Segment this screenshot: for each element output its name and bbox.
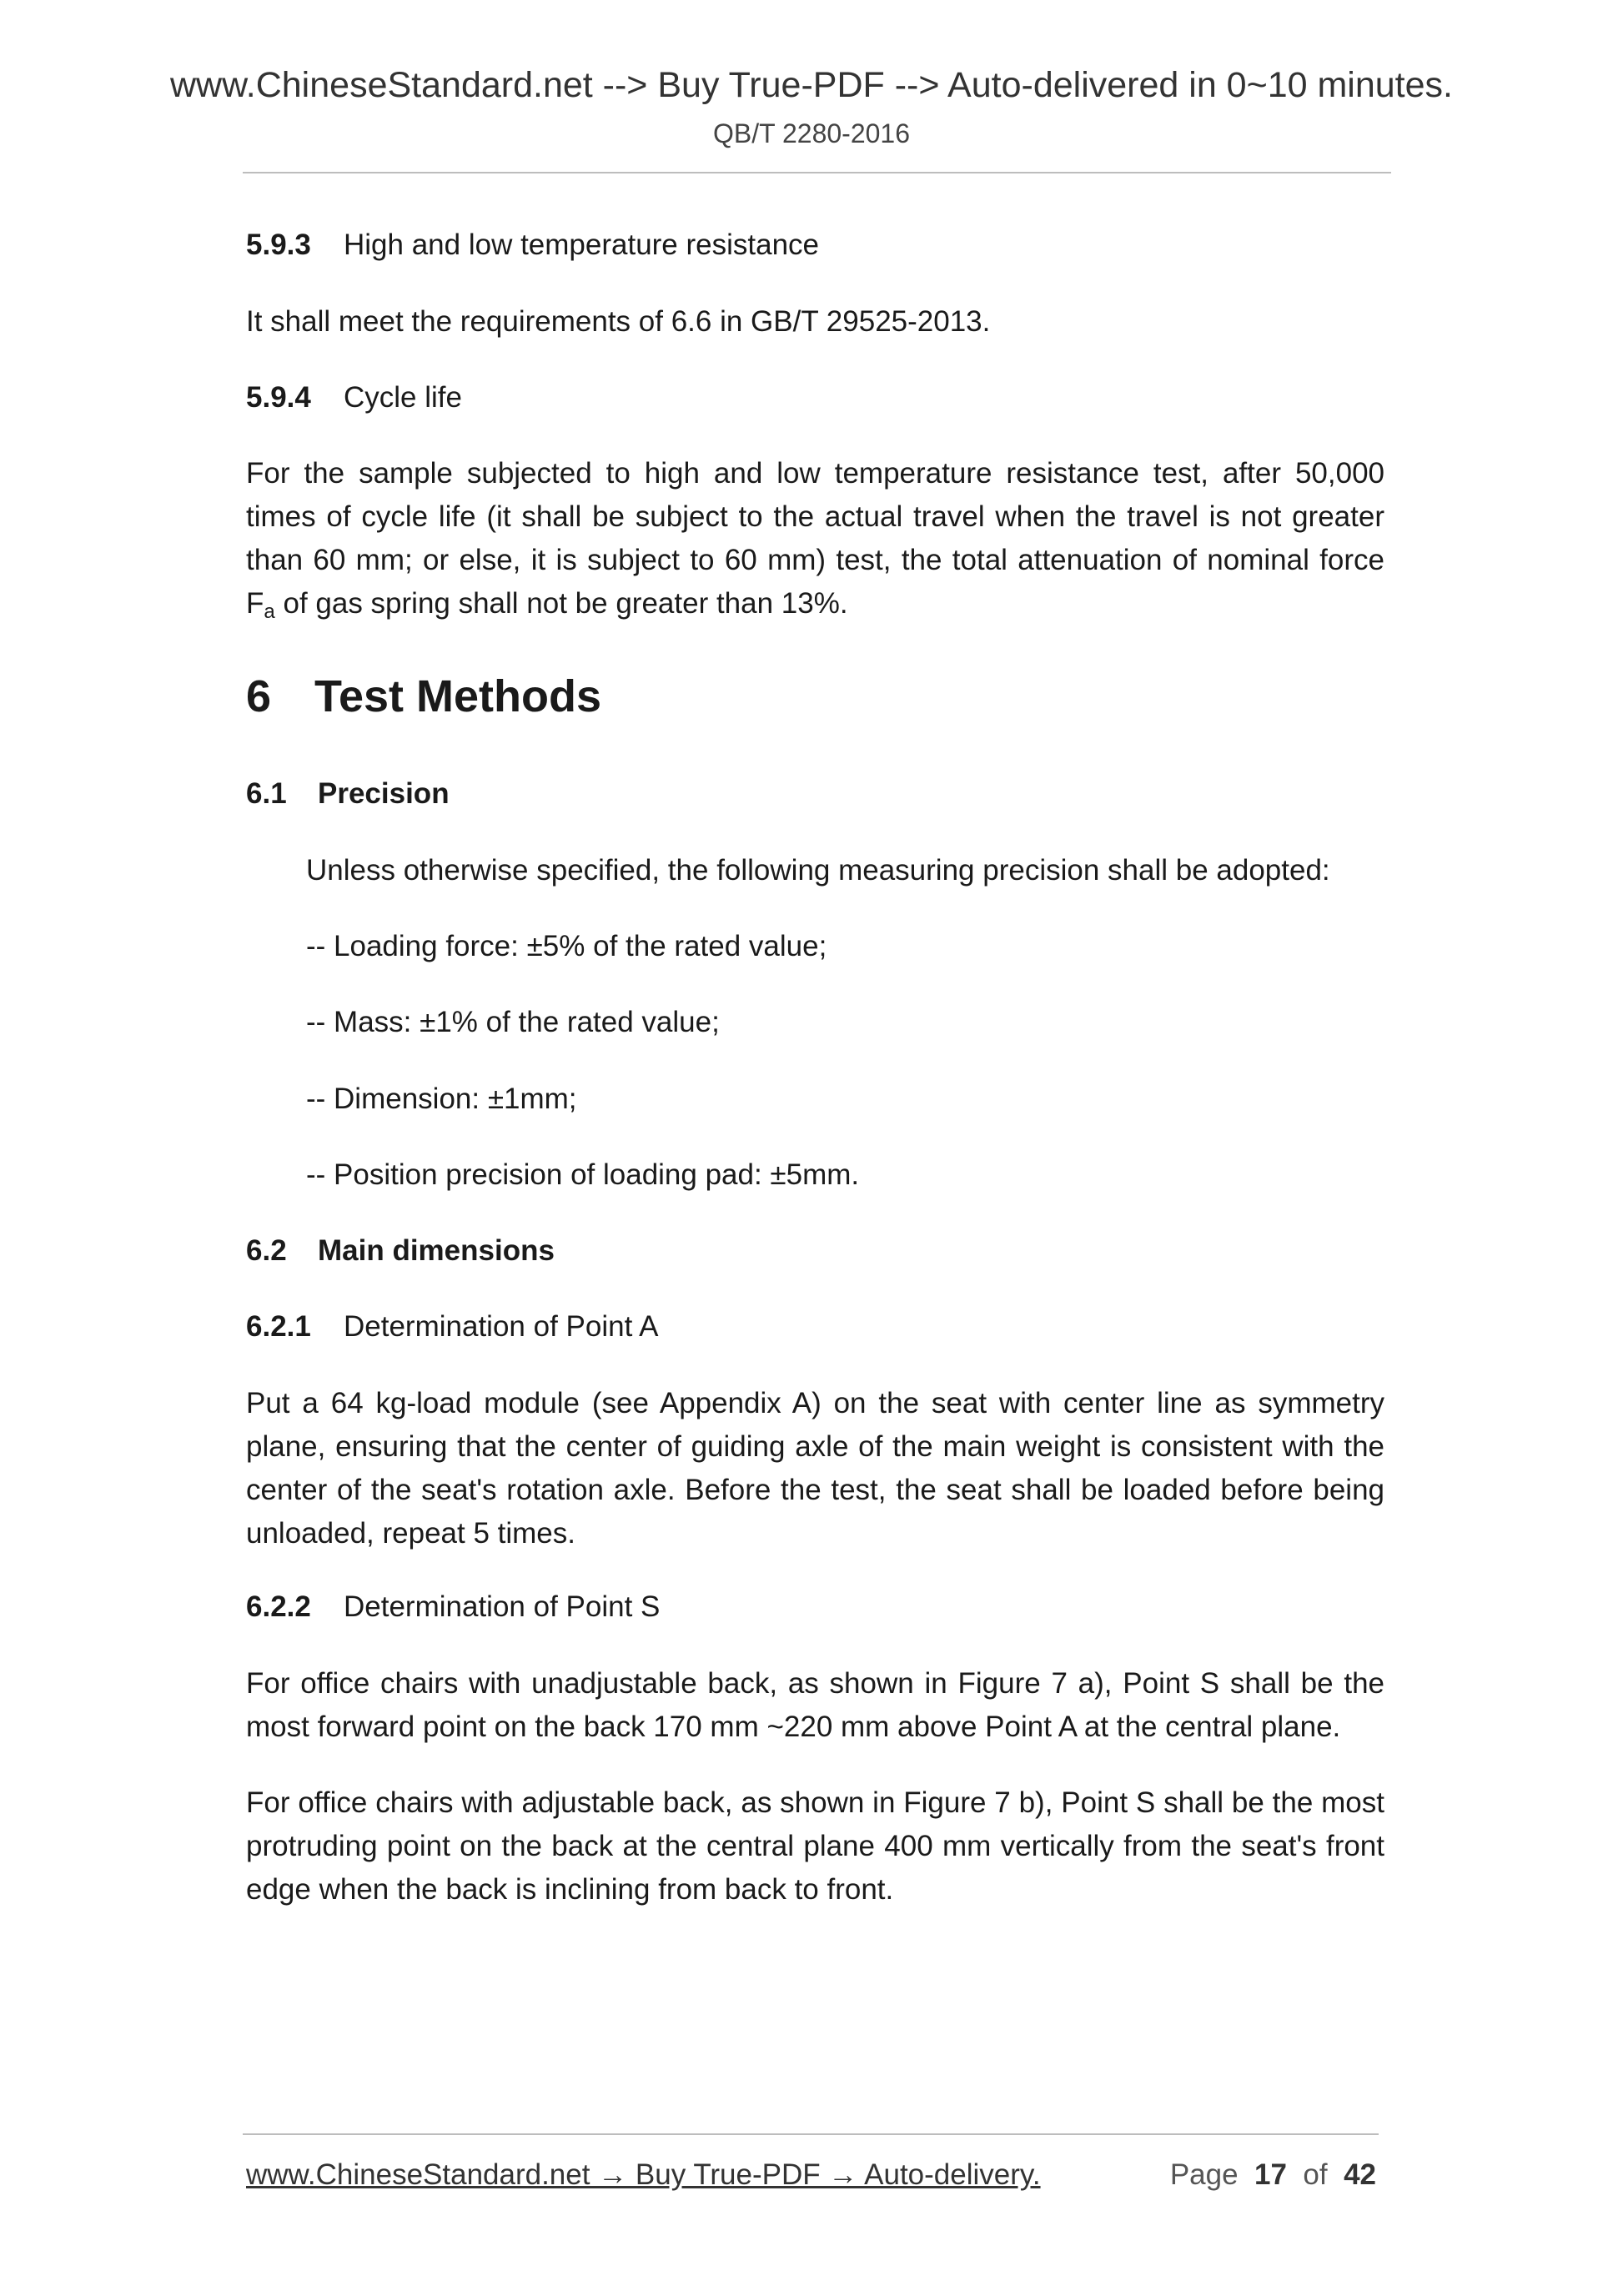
heading-5-9-4 xyxy=(246,376,1384,420)
clause-title: Determination of Point S xyxy=(344,1590,661,1623)
clause-title: Cycle life xyxy=(344,381,462,414)
clause-title: High and low temperature resistance xyxy=(344,229,820,261)
clause-number: 6.2 xyxy=(246,1234,287,1267)
list-item: -- Position precision of loading pad: ±5mm. xyxy=(306,1158,860,1191)
heading-5-9-3 xyxy=(246,224,1384,267)
heading-6 xyxy=(246,667,1384,726)
heading-6-2-2 xyxy=(246,1585,1384,1629)
paragraph-text: For the sample subjected to high and low temperature resistance test, after 50,000 times of cycle life (it shall be subject to the actual travel when the travel is not greater than 60 mm; or else, it is subject to 60 mm) test, the total attenuation of nominal force F xyxy=(246,457,1384,620)
paragraph-5-9-3: It shall meet the requirements of 6.6 in GB/T 29525-2013. xyxy=(246,305,991,338)
footer-divider xyxy=(243,2133,1379,2135)
paragraph-6-2-1: Put a 64 kg-load module (see Appendix A) on the seat with center line as symmetry plane, ensuring that the center of guiding axle of the main weight is consistent with the center of the seat's rotation axle. Before the test, the seat shall be loaded before being unloaded, repeat 5 times. xyxy=(246,1387,1384,1550)
clause-number: 5.9.4 xyxy=(246,381,311,414)
footer-link[interactable]: www.ChineseStandard.net → Buy True-PDF → Auto-delivery. xyxy=(246,2158,1041,2191)
chapter-number: 6 xyxy=(246,671,272,721)
heading-6-1 xyxy=(246,772,1384,816)
clause-title: Determination of Point A xyxy=(344,1310,659,1343)
page-counter xyxy=(1170,2158,1376,2192)
precision-intro: Unless otherwise specified, the following measuring precision shall be adopted: xyxy=(306,854,1330,887)
paragraph-6-2-2-b: For office chairs with adjustable back, as shown in Figure 7 b), Point S shall be the most protruding point on the back at the central plane 400 mm vertically from the seat's front edge when the back is inclining from back to front. xyxy=(246,1786,1384,1906)
chapter-title: Test Methods xyxy=(314,671,602,721)
clause-number: 5.9.3 xyxy=(246,229,311,261)
paragraph-5-9-4 xyxy=(246,452,1384,634)
page-label: Page xyxy=(1169,2158,1239,2191)
clause-number: 6.2.1 xyxy=(246,1310,311,1343)
clause-title: Precision xyxy=(318,777,450,810)
list-item: -- Dimension: ±1mm; xyxy=(306,1083,577,1115)
document-id: QB/T 2280-2016 xyxy=(712,118,910,148)
clause-number: 6.1 xyxy=(246,777,287,810)
clause-title: Main dimensions xyxy=(318,1234,555,1267)
subscript: a xyxy=(264,600,275,623)
of-label: of xyxy=(1303,2158,1328,2191)
header-banner: www.ChineseStandard.net --> Buy True-PDF --> Auto-delivered in 0~10 minutes. xyxy=(169,65,1453,105)
clause-number: 6.2.2 xyxy=(246,1590,311,1623)
paragraph-text: of gas spring shall not be greater than 13%. xyxy=(274,587,848,620)
list-item: -- Loading force: ±5% of the rated value; xyxy=(306,930,827,962)
list-item: -- Mass: ±1% of the rated value; xyxy=(306,1006,720,1038)
total-pages: 42 xyxy=(1344,2158,1376,2191)
header-divider xyxy=(243,172,1391,173)
heading-6-2-1 xyxy=(246,1305,1384,1349)
page-number: 17 xyxy=(1254,2158,1287,2191)
heading-6-2 xyxy=(246,1229,1384,1273)
paragraph-6-2-2-a: For office chairs with unadjustable back, as shown in Figure 7 a), Point S shall be the most forward point on the back 170 mm ~220 mm above Point A at the central plane. xyxy=(246,1667,1384,1743)
